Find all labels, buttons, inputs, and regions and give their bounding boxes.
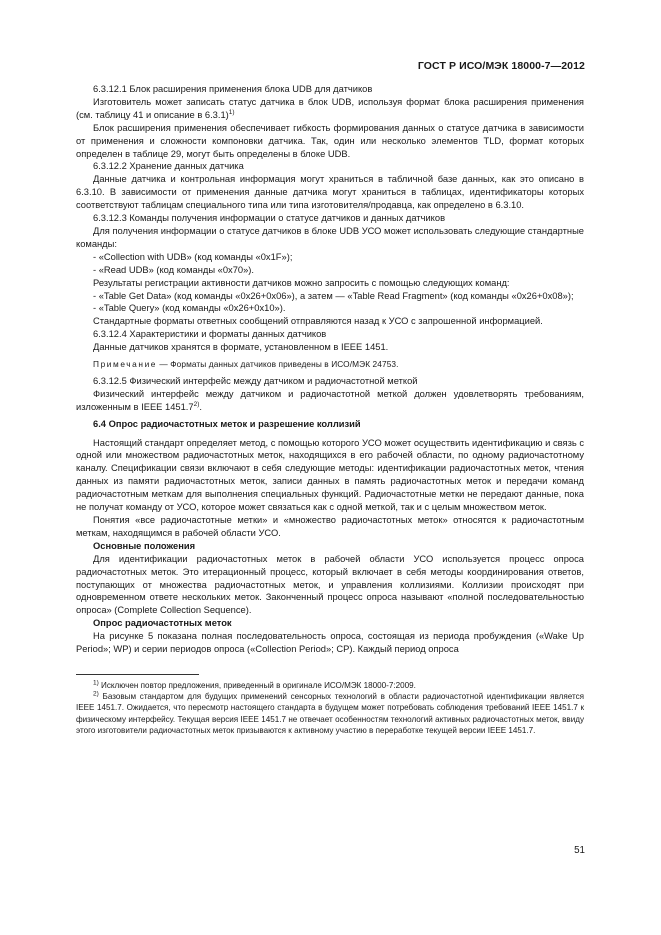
subheading-basics: Основные положения xyxy=(93,540,196,551)
list-item: - «Read UDB» (код команды «0x70»). xyxy=(93,264,254,275)
section-6-4-heading: 6.4 Опрос радиочастотных меток и разрешение коллизий xyxy=(93,418,361,429)
list-item: - «Table Query» (код команды «0x26+0x10»). xyxy=(93,303,286,314)
clause-6-3-12-3-heading: 6.3.12.3 Команды получения информации о статусе датчиков и данных датчиков xyxy=(93,213,446,224)
paragraph: Для идентификации радиочастотных меток в рабочей области УСО используется процесс опроса радиочастотных меток. Это итерационный процесс, который включает в себя методы координирования ответов, поступающих от множества радиочастотных меток, и управления коллизиями. Коллизии происходят при одновременном ответе нескольких меток. Законченный процесс опроса называют «полной последовательностью опроса» (Complete Collection Sequence). xyxy=(76,553,584,616)
paragraph: Для получения информации о статусе датчиков в блоке UDB УСО может использовать следующие стандартные команды: xyxy=(76,225,584,249)
clause-6-3-12-5-heading: 6.3.12.5 Физический интерфейс между датчиком и радиочастотной меткой xyxy=(93,375,418,386)
paragraph: Понятия «все радиочастотные метки» и «множество радиочастотных меток» относятся к радиочастотным меткам, находящимся в рабочей области УСО. xyxy=(76,515,584,538)
page-body xyxy=(76,83,584,736)
note-text: — Форматы данных датчиков приведены в ИСО/МЭК 24753. xyxy=(157,359,399,370)
footnote-ref[interactable]: 1) xyxy=(228,108,235,116)
paragraph: Данные датчиков хранятся в формате, установленном в IEEE 1451. xyxy=(93,342,389,353)
footnote: $^{1)}$ Исключен повтор предложения, приведенный в оригинале ИСО/МЭК 18000-7:2009. xyxy=(93,679,416,690)
document-header: ГОСТ Р ИСО/МЭК 18000-7—2012 xyxy=(417,60,585,72)
paragraph: Стандартные форматы ответных сообщений отправляются назад к УСО с запрошенной информацией. xyxy=(93,316,543,327)
list-item: - «Collection with UDB» (код команды «0x1F»); xyxy=(93,251,293,262)
paragraph: Физический интерфейс между датчиком и радиочастотной меткой должен удовлетворять требованиям, изложенным в IEEE 1451.7$^{2)}$. xyxy=(76,388,584,412)
footnote-separator xyxy=(76,674,199,675)
clause-6-3-12-2-heading: 6.3.12.2 Хранение данных датчика xyxy=(93,161,244,172)
page-number: 51 xyxy=(574,845,585,856)
subheading-tag-collection: Опрос радиочастотных меток xyxy=(93,618,232,629)
clause-6-3-12-4-heading: 6.3.12.4 Характеристики и форматы данных датчиков xyxy=(93,329,327,340)
paragraph: Настоящий стандарт определяет метод, с помощью которого УСО может осуществить идентификацию и связь с одной или множеством радиочастотных меток, находящихся в его рабочей области, по одному радиочастотному каналу. Спецификации связи включают в себя следующие методы: идентификации радиочастотных меток, чтения данных из памяти радиочастотных меток, записи данных в память радиочастотных меток и передачи команд радиочастотным меткам для выполнения специальных функций. Радиочастотные метки не передают данные, пока не получат команду от УСО, которое может связаться как с одной меткой, так и с целым множеством меток. xyxy=(76,437,584,513)
footnote-ref[interactable]: 2) xyxy=(193,400,200,408)
note-label: Примечание xyxy=(93,359,158,370)
clause-6-3-12-1-heading: 6.3.12.1 Блок расширения применения блока UDB для датчиков xyxy=(93,84,373,94)
paragraph: Изготовитель может записать статус датчика в блок UDB, используя формат блока расширения применения (см. таблицу 41 и описание в 6.3.1)$^{1)}$ xyxy=(76,96,584,120)
paragraph: Данные датчика и контрольная информация могут храниться в табличной базе данных, как это описано в 6.3.10. В зависимости от применения данные датчика могут храниться в таблицах, идентификаторы которых соответствуют таблицам специального типа или типа изготовителя/продавца, как определено в 6.3.10. xyxy=(76,174,584,211)
note xyxy=(76,358,584,371)
paragraph: На рисунке 5 показана полная последовательность опроса, состоящая из периода пробуждения («Wake Up Period»; WP) и серии периодов опроса («Collection Period»; CP). Каждый период опроса xyxy=(76,631,584,655)
footnote: $^{2)}$ Базовым стандартом для будущих применений сенсорных технологий в области радиочастотной идентификации является IEEE 1451.7. Ожидается, что пересмотр настоящего стандарта в будущем может потребовать соблюдения требований IEEE 1451.7 к физическому интерфейсу. Текущая версия IEEE 1451.7 не отвечает особенностям технологий активных радиочастотных меток, ввиду этого изготовители радиочастотных меток призываются к активному участию в переработке текущей версии IEEE 1451.7. xyxy=(76,690,584,735)
list-item: - «Table Get Data» (код команды «0x26+0x06»), а затем — «Table Read Fragment» (код команды «0x26+0x08»); xyxy=(93,290,574,301)
paragraph: Блок расширения применения обеспечивает гибкость формирования данных о статусе датчика в зависимости от применения и сложности компоновки датчика. Так, один или несколько элементов TLD, формат которых определен в таблице 29, могут быть определены в блоке UDB. xyxy=(76,122,584,159)
paragraph: Результаты регистрации активности датчиков можно запросить с помощью следующих команд: xyxy=(93,277,510,288)
